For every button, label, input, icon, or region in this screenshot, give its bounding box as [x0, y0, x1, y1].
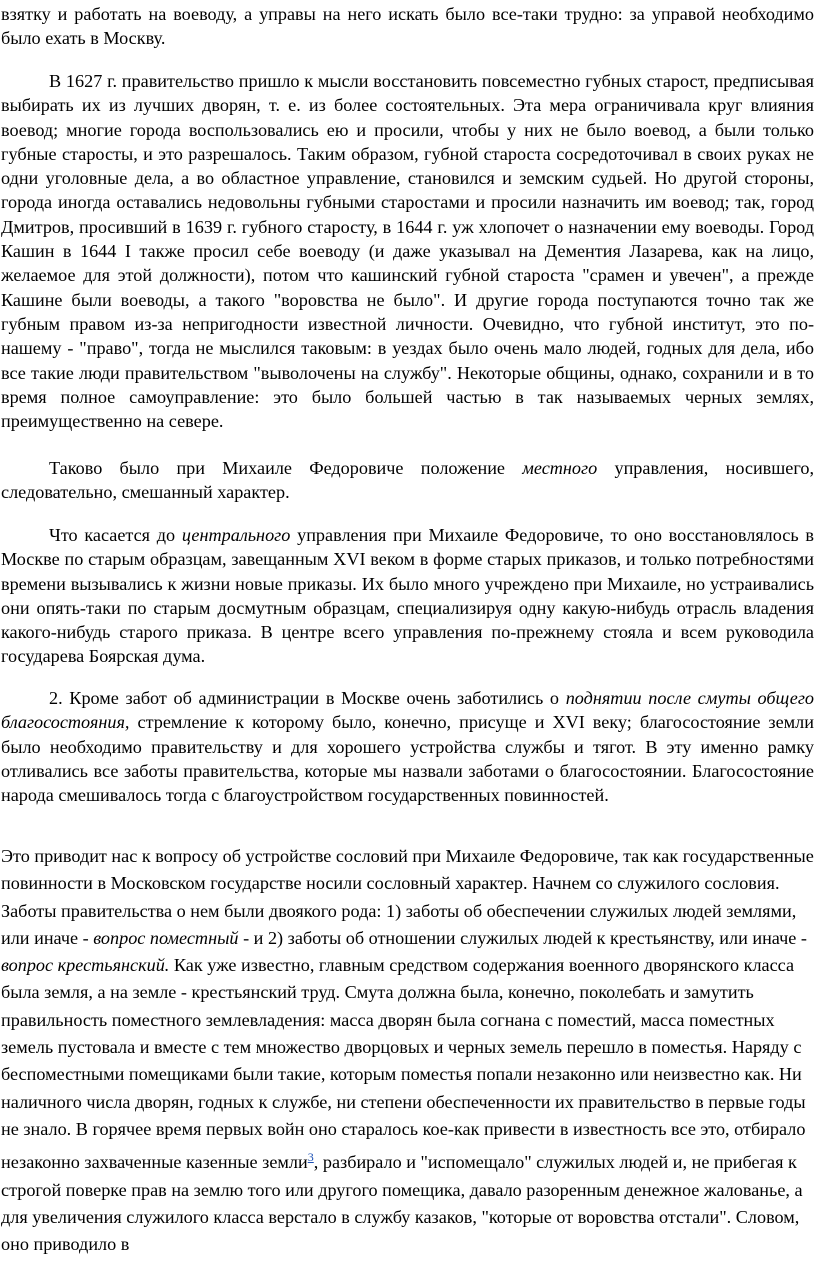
footnote-link[interactable]: 3	[307, 1150, 314, 1165]
paragraph-5-text-start: 2. Кроме забот об администрации в Москве очень заботились о	[49, 688, 566, 708]
paragraph-4-text-end: управления при Михаиле Федоровиче, то оно восстановлялось в Москве по старым образцам, завещанным XVI веком в форме старых приказов, и только потребностями времени вызывались к жизни новые приказы. Их было много учреждено при Михаиле, но устраивались они опять-таки по старым досмутным образцам, специализируя одну какую-нибудь отрасль владения какого-нибудь старого приказа. В центре всего управления по-прежнему стояла и всем руководила государева Боярская дума.	[1, 525, 814, 667]
paragraph-3	[1, 456, 814, 505]
paragraph-1: взятку и работать на воеводу, а управы на него искать было все-таки трудно: за управой необходимо было ехать в Москву.	[1, 4, 814, 49]
paragraph-6-text-d: , разбирало и "испомещало" служилых людей и, не прибегая к строгой поверке прав на землю того или другого помещика, давало разоренным денежное жалованье, а для увеличения служилого класса верстало в службу казаков, "которые от воровства отстали". Словом, оно приводило в	[1, 1152, 803, 1255]
paragraph-6-text-b: - и 2) заботы об отношении служилых людей к крестьянству, или иначе -	[238, 927, 807, 948]
emphasis-podnyatii: поднятии после смуты общего благосостояния,	[1, 688, 815, 733]
paragraph-2: В 1627 г. правительство пришло к мысли восстановить повсеместно губных старост, предписывая выбирать их из лучших дворян, т. е. из более состоятельных. Эта мера ограничивала круг влияния воевод; многие города воспользовались ею и просили, чтобы у них не было воевод, а были только губные старосты, и это разрешалось. Таким образом, губной староста сосредоточивал в своих руках не одни уголовные дела, а во областное управление, становился и земским судьей. Но другой стороны, города иногда оставались недовольны губными старостами и просили назначить им воевод; так, город Дмитров, просивший в 1639 г. губного старосту, в 1644 г. уж хлопочет о назначении ему воеводы. Город Кашин в 1644 I также просил себе воеводу (и даже указывал на Дементия Лазарева, как на лицо, желаемое для этой должности), потом что кашинский губной староста "срамен и увечен", а прежде Кашине были воеводы, а такого "воровства не было". И другие города поступаются точно так же губным правом из-за непригодности известной личности. Очевидно, что губной институт, это по-нашему - "право", тогда не мыслился таковым: в уездах было очень мало людей, годных для дела, ибо все такие люди правительством "выволочены на службу". Некоторые общины, однако, сохранили и в то время полное самоуправление: это было большей частью в так называемых черных землях, преимущественно на севере.	[1, 71, 814, 432]
paragraph-6-text-a: Это приводит нас к вопросу об устройстве сословий при Михаиле Федоровиче, так как государственные повинности в Московском государстве носили сословный характер. Начнем со служилого сословия. Заботы правительства о нем были двоякого рода: 1) заботы об обеспечении служилых людей землями, или иначе -	[1, 846, 814, 948]
paragraph-5	[1, 686, 814, 807]
emphasis-mestnogo: местного	[522, 458, 598, 478]
emphasis-vopros-pomestny: вопрос поместный	[93, 927, 239, 948]
paragraph-3-text-start: Таково было при Михаиле Федоровиче положение	[49, 458, 523, 478]
paragraph-5-text-end: стремление к которому было, конечно, присуще и XVI веку; благосостояние земли было необходимо правительству и для хорошего устройства службы и тягот. В эту именно рамку отливались все заботы правительства, которые мы назвали заботами о благосостоянии. Благосостояние народа смешивалось тогда с благоустройством государственных повинностей.	[1, 712, 814, 806]
paragraph-3-text-end: управления, носившего, следовательно, смешанный характер.	[1, 458, 814, 503]
emphasis-vopros-krestyansky: вопрос крестьянский.	[1, 955, 170, 976]
paragraph-4-text-start: Что касается до	[49, 525, 182, 545]
paragraph-4	[1, 523, 814, 669]
emphasis-centralnogo: центрального	[181, 525, 291, 545]
paragraph-6-text-c: Как уже известно, главным средством содержания военного дворянского класса была земля, а на земле - крестьянский труд. Смута должна была, конечно, поколебать и замутить правильность поместного землевладения: масса дворян была согнана с поместий, масса поместных земель пустовала и вместе с тем множество дворцовых и черных земель перешло в поместья. Наряду с беспоместными помещиками были такие, которым поместья попали незаконно или неизвестно как. Ни наличного числа дворян, годных к службе, ни степени обеспеченности их правительство в первые годы не знало. В горячее время первых войн оно старалось кое-как привести в известность все это, отбирало незаконно захваченные казенные земли	[1, 955, 806, 1173]
paragraph-6	[1, 843, 814, 1259]
